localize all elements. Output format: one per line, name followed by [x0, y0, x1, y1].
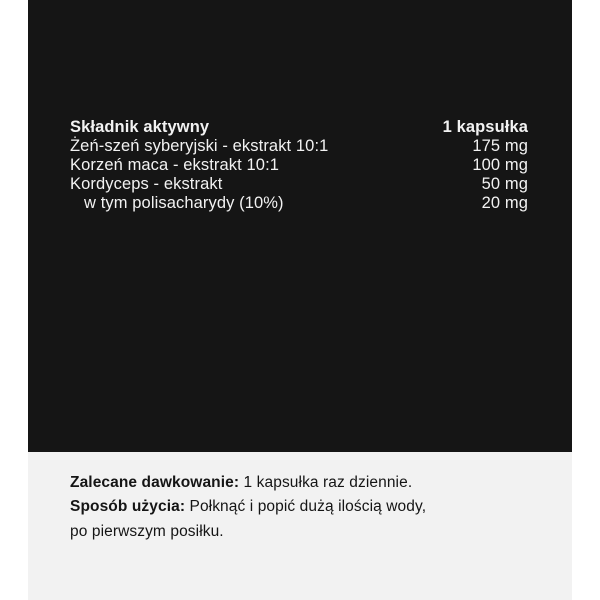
- usage-value: Połknąć i popić dużą ilością wody,: [185, 498, 427, 516]
- usage-line-2: po pierwszym posiłku.: [70, 522, 224, 540]
- ingredient-name: w tym polisacharydy (10%): [84, 194, 284, 212]
- dosage-value: 1 kapsułka raz dziennie.: [239, 474, 413, 491]
- table-row: [70, 137, 528, 156]
- header-amount: 1 kapsułka: [442, 118, 528, 136]
- usage-line: [70, 496, 528, 518]
- directions-section: [28, 452, 572, 600]
- table-row: [70, 194, 528, 213]
- ingredients-table: [70, 118, 528, 213]
- header-ingredient: Składnik aktywny: [70, 118, 210, 136]
- table-row: [70, 156, 528, 175]
- dosage-line: [70, 472, 528, 494]
- ingredient-name: Korzeń maca - ekstrakt 10:1: [70, 156, 280, 174]
- dosage-label: Zalecane dawkowanie:: [70, 474, 240, 491]
- ingredient-amount: 20 mg: [481, 194, 528, 212]
- ingredient-amount: 175 mg: [472, 137, 528, 155]
- table-row: [70, 175, 528, 194]
- ingredient-name: Kordyceps - ekstrakt: [70, 175, 223, 193]
- ingredients-section: [28, 0, 572, 452]
- usage-label: Sposób użycia:: [70, 498, 186, 516]
- table-header-row: [70, 118, 528, 137]
- ingredient-name: Żeń-szeń syberyjski - ekstrakt 10:1: [70, 137, 329, 155]
- ingredient-amount: 100 mg: [472, 156, 528, 174]
- ingredient-amount: 50 mg: [481, 175, 528, 193]
